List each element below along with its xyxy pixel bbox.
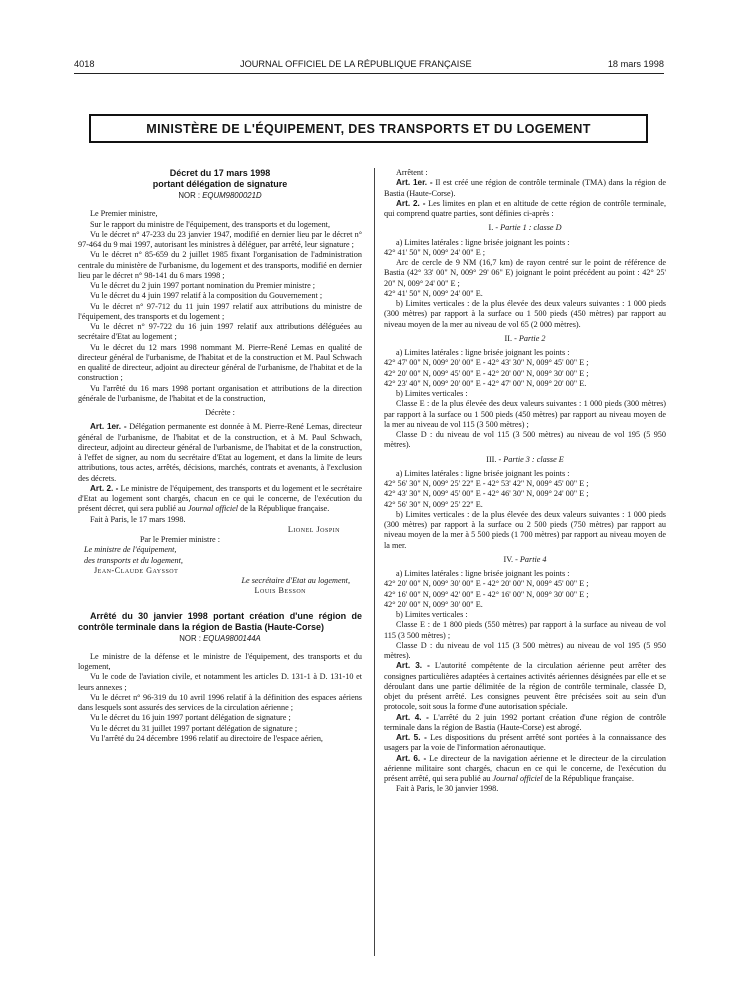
part3-num: III. -	[486, 454, 504, 464]
part4-sub: Partie 4	[519, 554, 547, 564]
part4-b: b) Limites verticales :	[396, 610, 468, 619]
decret-p7: Vu le décret n° 97-712 du 11 juin 1997 relatif aux attributions du ministre de l'équipement, des transports et du logement ;	[78, 301, 362, 321]
arrete-art4	[384, 713, 666, 734]
part2-c1: Classe E : de la plus élevée des deux valeurs suivantes : 1 000 pieds (300 mètres) par rapport à la surface ou 1 500 pieds (450 mètres) par rapport au niveau moyen de la mer au niveau de vol 115 (3 500 mètres) ;	[384, 399, 666, 429]
issue-date: 18 mars 1998	[607, 59, 664, 69]
part3-l3: 42° 56' 30" N, 009° 25' 22" E.	[384, 499, 483, 509]
decret-art2	[78, 484, 362, 515]
arrete-art4-text: L'arrêté du 2 juin 1992 portant création d'une région de contrôle terminale dans la région de Bastia (Haute-Corse) est abrogé.	[384, 712, 666, 732]
arrete-p2: Vu le code de l'aviation civile, et notamment les articles D. 131-1 à D. 131-10 et leurs annexes ;	[78, 672, 362, 692]
part1-l3: 42° 41' 50" N, 009° 24' 00" E.	[384, 288, 483, 298]
decret-art1	[78, 422, 362, 484]
arrete-art3	[384, 661, 666, 712]
ministry-banner	[89, 114, 648, 143]
part2-b: b) Limites verticales :	[396, 389, 468, 398]
decret-fait: Fait à Paris, le 17 mars 1998.	[90, 514, 186, 524]
decret-p5: Vu le décret du 2 juin 1997 portant nomination du Premier ministre ;	[90, 281, 316, 290]
column-divider	[374, 168, 375, 956]
nor-label: NOR :	[178, 191, 201, 200]
part2-heading	[384, 334, 666, 344]
arrete-art1	[384, 178, 666, 199]
secretary-name: Louis Besson	[254, 586, 306, 596]
arrete-art1-label: Art. 1er. -	[396, 178, 433, 188]
arretent-heading: Arrêtent :	[396, 168, 428, 177]
minister-name: Jean-Claude Gayssot	[94, 565, 179, 575]
arrete-p5: Vu le décret du 31 juillet 1997 portant délégation de signature ;	[90, 723, 298, 733]
decret-p4: Vu le décret n° 85-659 du 2 juillet 1985 fixant l'organisation de l'administration centrale du ministère de l'urbanisme, du logement et des transports, modifié en dernier lieu par le décret n° 98-141 du 6 mars 1998 ;	[78, 250, 362, 280]
decret-nor	[78, 191, 362, 201]
secretary-title: Le secrétaire d'Etat au logement,	[241, 576, 350, 585]
art2-text-a: Le ministre de l'équipement, des transports et du logement et le secrétaire d'Etat au logement sont chargés, chacun en ce qui le concerne, de l'exécution du présent décret, qui sera publié au	[78, 483, 362, 514]
part3-heading	[384, 455, 666, 465]
arrete-art6	[384, 754, 666, 785]
part2-a: a) Limites latérales : ligne brisée joignant les points :	[396, 348, 570, 357]
header-rule	[74, 73, 664, 74]
part1-num: I. -	[488, 223, 501, 233]
part4-num: IV. -	[503, 554, 520, 564]
art1-label: Art. 1er. -	[90, 422, 127, 432]
arrete-art6-label: Art. 6. -	[396, 753, 427, 763]
arrete-art2	[384, 199, 666, 220]
page-header	[74, 59, 664, 71]
arrete-art5-text: Les dispositions du présent arrêté sont portées à la connaissance des usagers par la voie de l'information aéronautique.	[384, 733, 666, 753]
arrete-art5-label: Art. 5. -	[396, 733, 427, 742]
art2-text-b: de la République française.	[238, 504, 330, 514]
arrete-art3-label: Art. 3. -	[396, 661, 430, 671]
arrete-art5	[384, 733, 666, 754]
decret-p6: Vu le décret du 4 juin 1997 relatif à la composition du Gouvernement ;	[90, 291, 323, 301]
arrete-art6-journal: Journal officiel	[492, 774, 543, 783]
arrete-p6: Vu l'arrêté du 24 décembre 1996 relatif au directoire de l'espace aérien,	[90, 733, 323, 743]
arrete-p3: Vu le décret n° 96-319 du 10 avril 1996 relatif à la définition des espaces aériens dans lesquels sont assurés des services de la circulation aérienne ;	[78, 692, 362, 712]
arrete-p4: Vu le décret du 16 juin 1997 portant délégation de signature ;	[90, 713, 291, 723]
page-number: 4018	[74, 59, 95, 69]
part2-c2: Classe D : du niveau de vol 115 (3 500 mètres) au niveau de vol 195 (5 950 mètres).	[384, 430, 666, 450]
part3-l2: 42° 43' 30" N, 009° 45' 00" E - 42° 46' 30" N, 009° 24' 00" E ;	[384, 489, 589, 499]
decret-p8: Vu le décret n° 97-722 du 16 juin 1997 relatif aux attributions déléguées au secrétaire d'Etat au logement ;	[78, 322, 362, 342]
part2-l3: 42° 23' 40" N, 009° 20' 00" E - 42° 47' 00" N, 009° 20' 00" E.	[384, 378, 587, 388]
arrete-art2-label: Art. 2. -	[396, 198, 426, 208]
part3-l1: 42° 56' 30" N, 009° 25' 22" E - 42° 53' 42" N, 009° 45' 00" E ;	[384, 479, 589, 488]
decrete-heading: Décrète :	[205, 408, 235, 417]
arrete-title: Arrêté du 30 janvier 1998 portant création d'une région de contrôle terminale dans la région de Bastia (Haute-Corse)	[78, 610, 362, 632]
arrete-art6-text-a: Le directeur de la navigation aérienne et le directeur de la circulation aérienne militaire sont chargés, chacun en ce qui le concerne, de l'exécution du présent arrêté, qui sera publié au	[384, 753, 666, 783]
art2-label: Art. 2. -	[90, 483, 119, 493]
arrete-art6-text-b: de la République française.	[542, 774, 634, 783]
part4-c2: Classe D : du niveau de vol 115 (3 500 mètres) au niveau de vol 195 (5 950 mètres).	[384, 640, 666, 660]
part1-heading	[384, 223, 666, 233]
decret-p10: Vu l'arrêté du 16 mars 1998 portant organisation et attributions de la direction générale de l'urbanisme, de l'habitat et de la construction,	[78, 383, 362, 403]
part1-l2: Arc de cercle de 9 NM (16,7 km) de rayon centré sur le point de référence de Bastia (42° 33' 00" N, 009° 29' 06" E) joignant le point précédent au point : 42° 25' 20" N, 009° 24' 00" E ;	[384, 258, 666, 288]
arrete-nor-code: EQUA9800144A	[203, 633, 261, 643]
part4-l2: 42° 16' 00" N, 009° 42' 00" E - 42° 16' 00" N, 009° 30' 00" E ;	[384, 589, 589, 599]
part1-l1: 42° 41' 50" N, 009° 24' 00" E ;	[384, 247, 486, 257]
part1-a: a) Limites latérales : ligne brisée joignant les points :	[396, 237, 570, 247]
part4-c1: Classe E : de 1 800 pieds (550 mètres) par rapport à la surface au niveau de vol 115 (3 500 mètres) ;	[384, 620, 666, 640]
minister-title-2: des transports et du logement,	[84, 555, 183, 565]
left-column	[78, 168, 362, 744]
arrete-art3-text: L'autorité compétente de la circulation aérienne peut arrêter des consignes particulières adaptées à certaines activités aériennes désignées par elle et se déroulant dans une partie délimitée de la région de contrôle terminale, classée D, objet du présent arrêté. Les consignes peuvent être précisées soit au sein d'un protocole, soit sous la forme d'une autorisation spéciale.	[384, 661, 666, 712]
nor-code: EQUM9800021D	[202, 191, 262, 200]
signature-pm: Lionel Jospin	[287, 524, 340, 534]
part4-l3: 42° 20' 00" N, 009° 30' 00" E.	[384, 599, 483, 609]
arrete-p1: Le ministre de la défense et le ministre de l'équipement, des transports et du logement,	[78, 651, 362, 671]
part3-a: a) Limites latérales : ligne brisée joignant les points :	[396, 468, 570, 478]
arrete-art1-text: Il est créé une région de contrôle terminale (TMA) dans la région de Bastia (Haute-Corse).	[384, 178, 667, 198]
part2-l1: 42° 47' 00" N, 009° 20' 00" E - 42° 43' 30" N, 009° 45' 00" E ;	[384, 358, 589, 368]
arrete-art4-label: Art. 4. -	[396, 712, 429, 722]
decret-p9: Vu le décret du 12 mars 1998 nommant M. Pierre-René Lemas en qualité de directeur général de l'urbanisme, de l'habitat et de la construction et M. Paul Schwach en qualité de directeur, adjoint au directeur général de l'urbanisme, de l'habitat et de la construction ;	[78, 342, 362, 383]
right-column	[384, 168, 666, 795]
arrete-fait: Fait à Paris, le 30 janvier 1998.	[396, 784, 499, 794]
part3-sub: Partie 3 : classe E	[503, 454, 564, 464]
part2-num: II. -	[504, 333, 519, 343]
part2-sub: Partie 2	[518, 333, 546, 343]
part4-l1: 42° 20' 00" N, 009° 30' 00" E - 42° 20' 00" N, 009° 45' 00" E ;	[384, 579, 589, 589]
journal-title: JOURNAL OFFICIEL DE LA RÉPUBLIQUE FRANÇAISE	[240, 59, 472, 69]
art1-text: Délégation permanente est donnée à M. Pierre-René Lemas, directeur général de l'urbanisme, de l'habitat et de la construction, et à M. Paul Schwach, directeur, adjoint au directeur général de l'urbanisme, de l'habitat et de la construction, à l'effet de signer, au nom du secrétaire d'Etat au logement, et dans la limite de leurs attributions, tous actes, arrêtés, décisions, marchés, contrats et avenants, à l'exclusion des décrets.	[78, 422, 363, 483]
arrete-art2-text: Les limites en plan et en altitude de cette région de contrôle terminale, qui comprend quatre parties, sont définies ci-après :	[384, 198, 666, 218]
decret-title-line1: Décret du 17 mars 1998	[169, 168, 271, 178]
ministry-title: MINISTÈRE DE L'ÉQUIPEMENT, DES TRANSPORTS ET DU LOGEMENT	[146, 121, 591, 136]
decret-title	[78, 168, 362, 190]
part4-heading	[384, 555, 666, 565]
decret-title-line2: portant délégation de signature	[152, 179, 288, 189]
part4-a: a) Limites latérales : ligne brisée joignant les points :	[396, 569, 570, 578]
par-pm: Par le Premier ministre :	[139, 535, 221, 544]
decret-p1: Le Premier ministre,	[90, 209, 158, 219]
minister-title-1: Le ministre de l'équipement,	[84, 545, 177, 555]
part1-b: b) Limites verticales : de la plus élevée des deux valeurs suivantes : 1 000 pieds (300 mètres) par rapport à la surface ou 1 500 pieds (450 mètres) par rapport au niveau moyen de la mer au niveau de vol 65 (2 000 mètres).	[384, 299, 666, 329]
part1-sub: Partie 1 : classe D	[500, 223, 562, 233]
arrete-nor	[78, 634, 362, 644]
part3-b: b) Limites verticales : de la plus élevée des deux valeurs suivantes : 1 000 pieds (300 mètres) par rapport à la surface ou 2 500 pieds (750 mètres) par rapport au niveau moyen de la mer à 5 500 pieds (1 700 mètres) par rapport au niveau moyen de la mer.	[384, 509, 666, 550]
art2-journal: Journal officiel	[187, 504, 239, 514]
part2-l2: 42° 20' 00" N, 009° 45' 00" E - 42° 20' 00" N, 009° 30' 00" E ;	[384, 368, 589, 378]
decret-p3: Vu le décret n° 47-233 du 23 janvier 1947, modifié en dernier lieu par le décret n° 97-464 du 9 mai 1997, autorisant les ministres à déléguer, par arrêté, leur signature ;	[78, 229, 362, 249]
decret-p2: Sur le rapport du ministre de l'équipement, des transports et du logement,	[90, 219, 330, 229]
arrete-nor-label: NOR :	[179, 633, 201, 643]
